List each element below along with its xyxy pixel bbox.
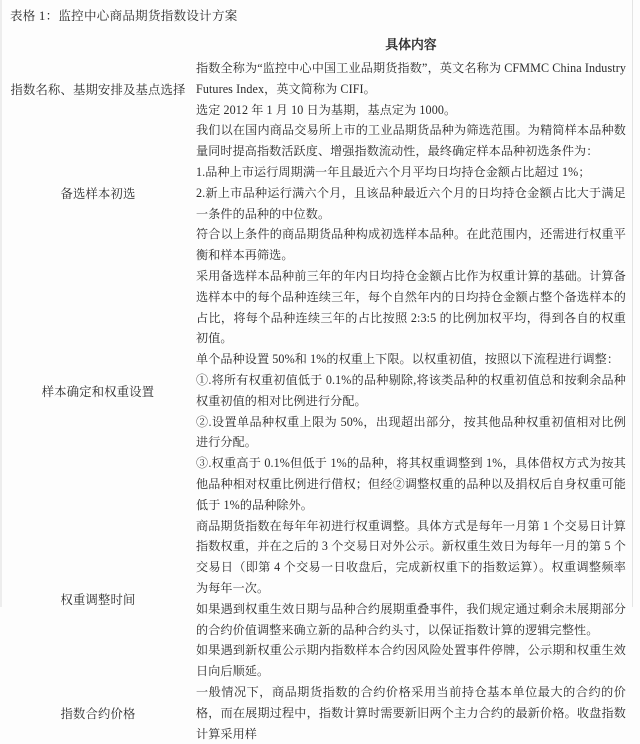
paragraph: ③.权重高于 0.1%但低于 1%的品种，将其权重调整到 1%，具体借权方式为按其他品种相对权重比例进行借权；但经②调整权重的品种以及捐权后自身权重可能低于 1%的品种除外。 bbox=[196, 456, 626, 512]
paragraph: 指数全称为“监控中心中国工业品期货指数”，英文名称为 CFMMC China Industry Futures Index，英文简称为 CIFI。 bbox=[196, 61, 626, 96]
paragraph: 2.新上市品种运行满六个月，且该品种最近六个月的日均持仓金额占比大于满足一条件的品种的中位数。 bbox=[196, 185, 626, 221]
row-content-weight-adjust-time bbox=[196, 516, 626, 682]
table-row-index-name bbox=[0, 58, 640, 120]
table-caption: 表格 1：监控中心商品期货指数设计方案 bbox=[10, 9, 238, 23]
table-row-contract-price bbox=[0, 682, 640, 744]
row-content-index-name bbox=[196, 58, 626, 120]
paragraph: 如果遇到权重生效日期与品种合约展期重叠事件，我们规定通过剩余未展期部分的合约价值调整来确立新的品种合约头寸，以保证指数计算的逻辑完整性。 bbox=[196, 601, 626, 637]
paragraph: 采用备选样本品种前三年的年内日均持仓金额占比作为权重计算的基础。计算备选样本中的每个品种连续三年，每个自然年内的日均持仓金额占整个备选样本的占比，将每个品种连续三年的占比按照 2:3:5 的比例加权平均，得到各自的权重初值。 bbox=[196, 268, 626, 346]
row-content-sample-preselect bbox=[196, 120, 626, 266]
paragraph: 选定 2012 年 1 月 10 日为基期，基点定为 1000。 bbox=[196, 102, 457, 117]
row-content-weight-setting bbox=[196, 266, 626, 516]
paragraph: 单个品种设置 50%和 1%的权重上下限。以权重初值，按照以下流程进行调整： bbox=[196, 352, 620, 367]
paragraph: ②.设置单品种权重上限为 50%，出现超出部分，按其他品种权重初值相对比例进行分配。 bbox=[196, 414, 626, 450]
table-row-weight-setting bbox=[0, 266, 640, 516]
row-label-index-name: 指数名称、基期安排及基点选择 bbox=[10, 83, 186, 98]
row-label-weight-adjust-time: 权重调整时间 bbox=[60, 592, 136, 607]
row-label-contract-price: 指数合约价格 bbox=[60, 707, 136, 722]
table-header-row bbox=[0, 36, 640, 58]
paragraph: ①.将所有权重初值低于 0.1%的品种剔除,将该类品种的权重初值总和按剩余品种权重初值的相对比例进行分配。 bbox=[196, 372, 626, 408]
column-header-content: 具体内容 bbox=[385, 38, 437, 52]
header-spacer-cell bbox=[0, 36, 196, 58]
row-label-sample-preselect: 备选样本初选 bbox=[60, 187, 136, 202]
paragraph: 一般情况下，商品期货指数的合约价格采用当前持仓基本单位最大的合约的价格，而在展期过程中，指数计算时需要新旧两个主力合约的最新价格。收盘指数计算采用样 bbox=[196, 684, 626, 741]
paragraph: 1.品种上市运行周期满一年且最近六个月平均日均持仓金额占比超过 1%； bbox=[196, 164, 591, 179]
paragraph: 符合以上条件的商品期货品种构成初选样本品种。在此范围内，还需进行权重平衡和样本再筛选。 bbox=[196, 227, 626, 263]
paragraph: 如果遇到新权重公示期内指数样本合约因风险处置事件停牌，公示期和权重生效日向后顺延。 bbox=[196, 643, 626, 679]
design-table bbox=[0, 36, 640, 744]
row-content-contract-price bbox=[196, 682, 626, 744]
table-row-sample-preselect bbox=[0, 120, 640, 266]
paragraph: 商品期货指数在每年年初进行权重调整。具体方式是每年一月第 1 个交易日计算指数权重，并在之后的 3 个交易日对外公示。新权重生效日为每年一月的第 5 个交易日（即第 4 个交易一日收盘后，完成新权重下的指数运算）。权重调整频率为每年一次。 bbox=[196, 518, 626, 595]
row-label-weight-setting: 样本确定和权重设置 bbox=[41, 384, 155, 399]
table-row-weight-adjust-time bbox=[0, 516, 640, 682]
paragraph: 我们以在国内商品交易所上市的工业品期货品种为筛选范围。为精简样本品种数量同时提高指数活跃度、增强指数流动性，最终确定样本品种初选条件为： bbox=[196, 123, 626, 159]
